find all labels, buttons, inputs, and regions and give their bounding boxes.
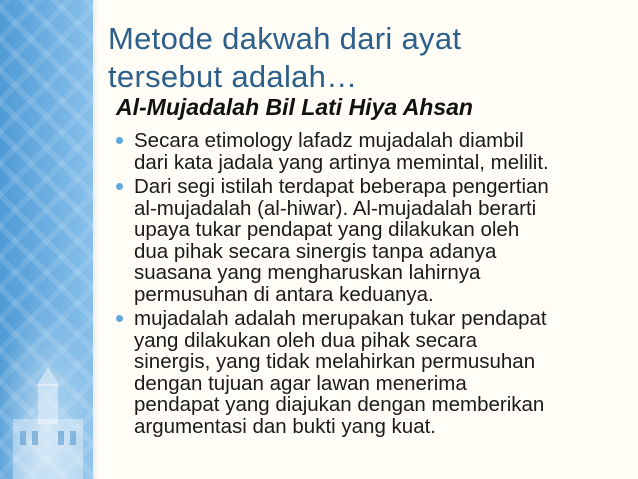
bullet-list [116,130,628,440]
slide-title-line2: tersebut adalah… [108,59,358,94]
bullet-item-definisi [116,308,628,437]
slide-title-line1: Metode dakwah dari ayat [108,21,462,56]
sidebar-edge [93,0,98,479]
bullet-line: upaya tukar pendapat yang dilakukan oleh [134,218,520,241]
bullet-dot-icon [116,183,123,190]
decorative-sidebar [0,0,93,479]
bullet-line: dari kata jadala yang artinya memintal, melilit. [134,150,549,174]
bullet-line: pendapat yang diajukan dengan memberikan [134,393,545,416]
bullet-line: permusuhan di antara keduanya. [134,282,434,306]
bullet-dot-icon [116,315,123,322]
bullet-dot-icon [116,137,123,144]
bullet-line: sinergis, yang tidak melahirkan permusuhan [134,350,536,373]
bullet-line: dua pihak secara sinergis tanpa adanya [134,239,497,263]
bullet-item-istilah [116,176,628,305]
bullet-line: mujadalah adalah merupakan tukar pendapat [134,307,547,330]
bullet-line: Dari segi istilah terdapat beberapa pengertian [134,175,549,198]
bullet-line: yang dilakukan oleh dua pihak secara [134,328,478,352]
bullet-line: dengan tujuan agar lawan menerima [134,371,467,395]
slide-subtitle: Al-Mujadalah Bil Lati Hiya Ahsan [116,94,473,120]
bullet-line: argumentasi dan bukti yang kuat. [134,414,436,438]
building-silhouette-icon [8,359,88,479]
bullet-line: suasana yang mengharuskan lahirnya [134,261,481,284]
bullet-item-etimology [116,130,628,173]
bullet-line: al-mujadalah (al-hiwar). Al-mujadalah berarti [134,196,537,220]
slide-title [108,20,608,96]
bullet-line: Secara etimology lafadz mujadalah diambil [134,129,524,152]
